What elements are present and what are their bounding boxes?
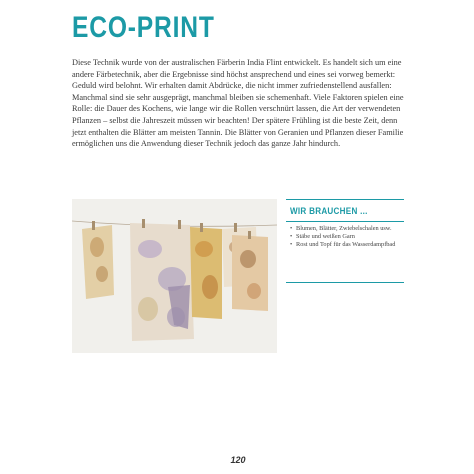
eco-print-fabrics-photo-icon — [72, 199, 277, 353]
list-item — [290, 241, 404, 249]
bullet-icon: • — [290, 225, 293, 232]
bullet-icon: • — [290, 241, 293, 249]
eco-print-photo — [72, 199, 277, 353]
page-title: ECO-PRINT — [72, 11, 215, 44]
intro-paragraph: Diese Technik wurde von der australischen Färberin India Flint entwickelt. Es handelt sich um eine andere Färbetechnik, aber die Ergebnisse sind höchst ansprechend und eines sei vorweg bemerkt: Geduld wird belohnt. Wir erhalten damit Abdrücke, die nicht immer zufriedenstellend ausfallen: Manchmal sind sie sehr ausgeprägt, manchmal bleiben sie schemenhaft. Viele Faktoren spielen eine Rolle: die Dauer des Kochens, wie lange wir die Rollen verschnürt lassen, die Art der verwendeten Pflanzen – selbst die Jahreszeit müssen wir beachten! Der spätere Frühling ist die beste Zeit, denn jetzt enthalten die Blätter am meisten Tannin. Die Blätter von Geranien und Pflanzen dieser Familie ermöglichen uns die Anwendung dieser Technik jedoch das ganze Jahr hindurch. — [72, 58, 404, 149]
materials-list — [286, 225, 404, 250]
page-number: 120 — [230, 455, 246, 465]
list-item — [290, 233, 404, 241]
list-item-text: Stäbe und weißen Garn — [296, 233, 355, 241]
list-item — [290, 225, 404, 233]
materials-divider — [286, 221, 404, 222]
materials-title: WIR BRAUCHEN ... — [290, 206, 368, 216]
list-item-text: Rost und Topf für das Wasserdampfbad — [296, 241, 396, 249]
list-item-text: Blumen, Blätter, Zwiebelschalen usw. — [296, 225, 392, 232]
materials-box — [286, 199, 404, 283]
bullet-icon: • — [290, 233, 293, 241]
